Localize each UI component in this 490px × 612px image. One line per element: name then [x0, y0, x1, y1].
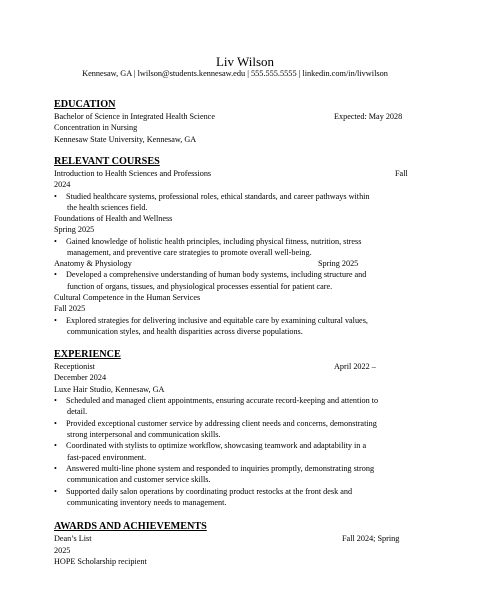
bullet-item: [54, 236, 361, 247]
bullet-item: [54, 418, 377, 429]
course-term: Fall 2025: [54, 304, 86, 313]
bullet-item: [54, 486, 352, 497]
bullet-item: [54, 191, 370, 202]
bullet-item: [54, 269, 366, 280]
course-term: 2024: [54, 180, 71, 189]
job-title: Receptionist: [54, 362, 95, 371]
award-name: HOPE Scholarship recipient: [54, 557, 147, 566]
bullet-icon: •: [54, 441, 57, 450]
bullet-icon: •: [54, 464, 57, 473]
job-dates: December 2024: [54, 373, 107, 382]
bullet-icon: •: [54, 419, 57, 428]
candidate-name: Liv Wilson: [215, 54, 275, 69]
bullet-text-continued: communication styles, and health disparities across diverse populations.: [67, 327, 303, 336]
course-name: Foundations of Health and Wellness: [54, 214, 173, 223]
bullet-text-continued: function of organs, tissues, and physiological processes essential for patient care.: [67, 282, 333, 291]
bullet-icon: •: [54, 270, 57, 279]
bullet-icon: •: [54, 316, 57, 325]
bullet-item: [54, 463, 374, 474]
concentration: Concentration in Nursing: [54, 123, 138, 132]
course-term: Fall: [395, 169, 408, 178]
bullet-text-continued: fast-paced environment.: [67, 453, 147, 462]
bullet-text: Developed a comprehensive understanding of human body systems, including structure and: [66, 270, 367, 279]
bullet-icon: •: [54, 396, 57, 405]
bullet-item: [54, 395, 378, 406]
bullet-text-continued: detail.: [67, 407, 88, 416]
course-term: Spring 2025: [54, 225, 95, 234]
awards-heading: AWARDS AND ACHIEVEMENTS: [54, 521, 207, 532]
course-name: Anatomy & Physiology: [54, 259, 132, 268]
bullet-item: [54, 440, 366, 451]
bullet-icon: •: [54, 237, 57, 246]
education-heading: EDUCATION: [54, 99, 116, 110]
bullet-text-continued: communicating inventory needs to management.: [67, 498, 227, 507]
course-term: Spring 2025: [318, 259, 359, 268]
bullet-text: Provided exceptional customer service by addressing client needs and concerns, demonstrating: [66, 419, 377, 428]
employer: Luxe Hair Studio, Kennesaw, GA: [54, 385, 165, 394]
degree: Bachelor of Science in Integrated Health Science: [54, 112, 215, 121]
experience-heading: EXPERIENCE: [54, 349, 121, 360]
bullet-text: Explored strategies for delivering inclusive and equitable care by examining cultural values,: [66, 316, 368, 325]
bullet-text: Answered multi-line phone system and responded to inquiries promptly, demonstrating strong: [66, 464, 375, 473]
contact-line: Kennesaw, GA | lwilson@students.kennesaw.edu | 555.555.5555 | linkedin.com/in/livwilson: [82, 69, 388, 78]
bullet-text: Coordinated with stylists to optimize workflow, showcasing teamwork and adaptability in a: [66, 441, 367, 450]
award-name: Dean’s List: [54, 534, 92, 543]
school: Kennesaw State University, Kennesaw, GA: [54, 135, 197, 144]
award-dates: 2025: [54, 546, 71, 555]
bullet-text-continued: management, and preventive care strategies to promote overall well-being.: [67, 248, 312, 257]
bullet-icon: •: [54, 487, 57, 496]
bullet-text: Studied healthcare systems, professional roles, ethical standards, and career pathways within: [66, 192, 370, 201]
bullet-text-continued: the health sciences field.: [67, 203, 148, 212]
job-dates: April 2022 –: [334, 362, 376, 371]
courses-heading: RELEVANT COURSES: [54, 156, 160, 167]
bullet-text: Gained knowledge of holistic health principles, including physical fitness, nutrition, stress: [66, 237, 362, 246]
bullet-text: Supported daily salon operations by coordinating product restocks at the front desk and: [66, 487, 353, 496]
award-dates: Fall 2024; Spring: [342, 534, 400, 543]
bullet-text: Scheduled and managed client appointments, ensuring accurate record-keeping and attention to: [66, 396, 379, 405]
bullet-text-continued: strong interpersonal and communication skills.: [67, 430, 221, 439]
course-name: Introduction to Health Sciences and Professions: [54, 169, 212, 178]
bullet-item: [54, 315, 368, 326]
graduation-date: Expected: May 2028: [334, 112, 403, 121]
bullet-icon: •: [54, 192, 57, 201]
bullet-text-continued: communication and customer service skills.: [67, 475, 211, 484]
course-name: Cultural Competence in the Human Services: [54, 293, 201, 302]
